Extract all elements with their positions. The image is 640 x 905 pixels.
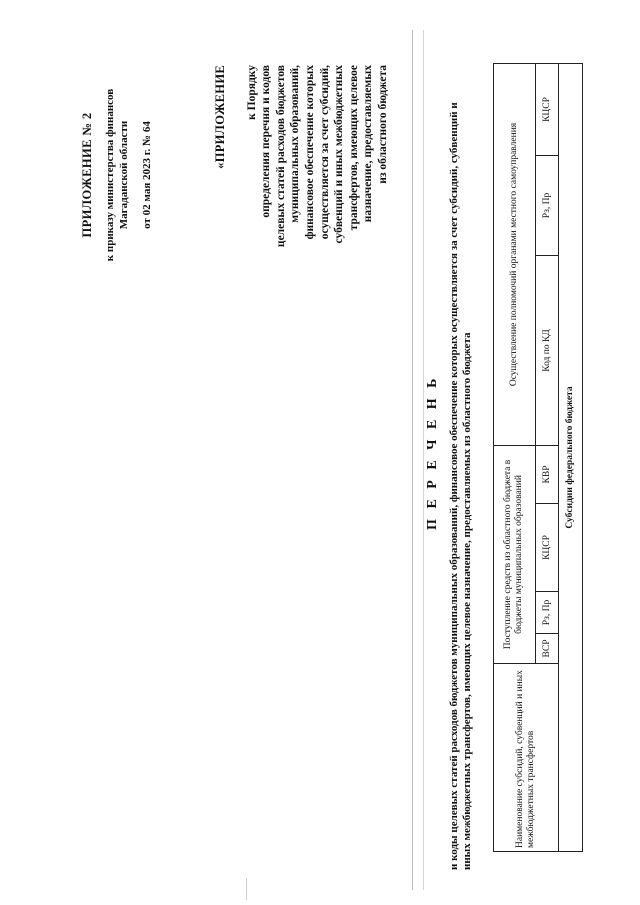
appendix-line: определения перечня и кодов: [260, 65, 273, 218]
table-header-row: [494, 63, 536, 851]
sub-rzpr: Рз, Пр: [535, 592, 559, 634]
table-row: [559, 63, 583, 851]
document-heading: П Е Р Е Ч Е Н Ь: [425, 375, 440, 530]
header-line-2: Магаданской области: [118, 120, 130, 230]
appendix-line: целевых статей расходов бюджетов: [274, 65, 287, 248]
header-line-3: от 02 мая 2023 г. № 64: [141, 121, 153, 229]
section-row: Субсидии федерального бюджета: [559, 63, 583, 851]
header-title: ПРИЛОЖЕНИЕ № 2: [80, 112, 94, 238]
group-receipt-header: Поступление средств из областного бюджета в бюджеты муниципальных образований: [494, 446, 536, 664]
appendix-line: трансфертов, имеющих целевое: [347, 65, 360, 231]
header-line-1: к приказу министерства финансов: [104, 88, 116, 262]
col-name-header: Наименование субсидий, субвенций и иных межбюджетных трансфертов: [494, 664, 559, 852]
appendix-line: назначение, предоставляемых: [362, 65, 375, 223]
appendix-line: к Порядку: [245, 65, 258, 120]
sub-kcsr-2: КЦСР: [535, 63, 559, 155]
sub-kcsr: КЦСР: [535, 504, 559, 592]
order-header: [80, 55, 154, 295]
sub-kod-kd: Код по КД: [535, 256, 559, 446]
appendix-line: муниципальных образований,: [289, 65, 302, 223]
appendix-line: субвенций и иных межбюджетных: [333, 65, 346, 244]
appendix-title: «ПРИЛОЖЕНИЕ: [213, 65, 227, 169]
codes-table: [493, 63, 583, 852]
appendix-block: [213, 65, 391, 390]
sub-kvr: КВР: [535, 446, 559, 504]
document-subtitle: и коды целевых статей расходов бюджетов муниципальных образований, финансовое обеспечение которых осуществляется за счет субсидий, субвенций и иных межбюджетных трансфертов, имеющих целевое назначение, предоставляемых из областного бюджета: [448, 102, 473, 870]
appendix-line: из областного бюджета: [376, 65, 389, 184]
appendix-line: финансовое обеспечение которых: [303, 65, 316, 240]
sub-vsr: ВСР: [535, 634, 559, 664]
group-local-header: Осуществление полномочий органами местного самоуправления: [494, 63, 536, 445]
appendix-line: осуществляется за счет субсидий,: [318, 65, 331, 240]
sub-rzpr-2: Рз, Пр: [535, 156, 559, 256]
